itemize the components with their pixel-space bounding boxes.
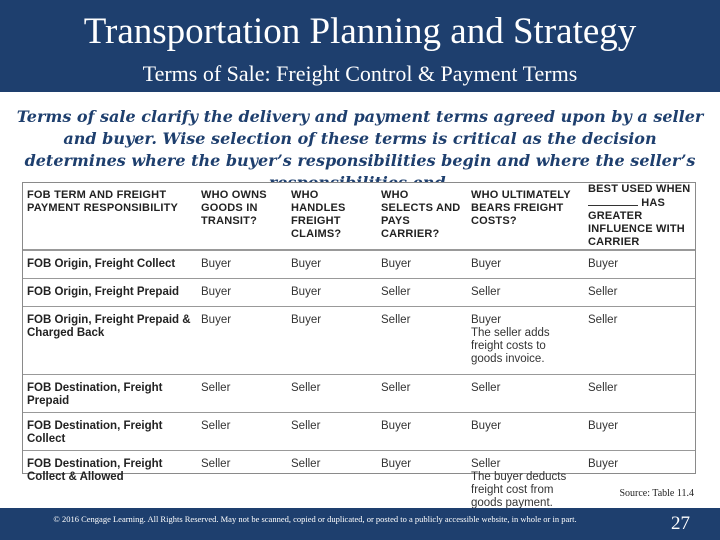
header-selects-carrier: WHO SELECTS AND PAYS CARRIER? <box>381 189 461 240</box>
bears-cell <box>467 306 584 374</box>
best-cell: Buyer <box>588 258 619 270</box>
source-caption: Source: Table 11.4 <box>619 488 694 499</box>
claims-cell: Seller <box>291 381 321 394</box>
bears-value: Seller <box>471 457 501 470</box>
bears-value: Buyer <box>471 419 502 432</box>
fob-term-cell: FOB Destination, Freight Collect & Allowed <box>27 457 163 483</box>
bears-cell <box>467 412 584 450</box>
claims-cell: Buyer <box>291 285 322 298</box>
bears-value: Seller <box>471 381 501 394</box>
selects-cell: Buyer <box>381 419 412 432</box>
claims-cell: Buyer <box>291 313 322 326</box>
bears-value: Buyer <box>471 258 502 270</box>
header-blank-line <box>588 196 638 206</box>
bears-cell <box>467 374 584 412</box>
bears-cell <box>467 250 584 278</box>
bears-note: The buyer deducts freight cost from goods payment. <box>471 470 567 509</box>
owns-cell: Buyer <box>201 258 232 270</box>
selects-cell: Buyer <box>381 258 412 270</box>
best-cell: Buyer <box>588 419 619 432</box>
copyright-notice: © 2016 Cengage Learning. All Rights Reserved. May not be scanned, copied or duplicated, or posted to a publicly accessible website, in whole or in part. <box>53 514 577 524</box>
best-cell: Buyer <box>588 457 619 470</box>
header-handles-claims: WHO HANDLES FREIGHT CLAIMS? <box>291 189 346 240</box>
bears-note: The seller adds freight costs to goods invoice. <box>471 326 550 365</box>
page-number: 27 <box>671 513 690 534</box>
bears-value: Buyer <box>471 313 502 326</box>
header-bears-costs: WHO ULTIMATELY BEARS FREIGHT COSTS? <box>471 189 571 227</box>
table-row <box>23 278 695 306</box>
slide-title: Transportation Planning and Strategy <box>83 11 637 52</box>
table-row <box>23 450 695 514</box>
table-row <box>23 412 695 450</box>
best-cell: Seller <box>588 313 618 326</box>
fob-term-cell: FOB Origin, Freight Collect <box>27 258 176 270</box>
slide-header <box>0 0 720 92</box>
owns-cell: Seller <box>201 457 231 470</box>
bears-cell <box>467 278 584 306</box>
fob-term-cell: FOB Origin, Freight Prepaid & Charged Back <box>27 313 191 339</box>
best-cell: Seller <box>588 285 618 298</box>
fob-term-cell: FOB Origin, Freight Prepaid <box>27 285 180 298</box>
owns-cell: Buyer <box>201 285 232 298</box>
claims-cell: Seller <box>291 419 321 432</box>
header-best-used <box>584 183 695 250</box>
header-best-used-b: HAS GREATER INFLUENCE WITH CARRIER <box>588 197 685 248</box>
bears-value: Seller <box>471 285 501 298</box>
slide-subtitle: Terms of Sale: Freight Control & Payment Terms <box>142 61 578 86</box>
best-cell: Seller <box>588 381 618 394</box>
claims-cell: Seller <box>291 457 321 470</box>
claims-cell: Buyer <box>291 258 322 270</box>
bears-cell <box>467 450 584 514</box>
header-owns-goods: WHO OWNS GOODS IN TRANSIT? <box>201 189 267 227</box>
selects-cell: Seller <box>381 285 411 298</box>
owns-cell: Seller <box>201 381 231 394</box>
selects-cell: Buyer <box>381 457 412 470</box>
owns-cell: Seller <box>201 419 231 432</box>
slide-footer <box>0 508 720 540</box>
fob-term-cell: FOB Destination, Freight Prepaid <box>27 381 163 407</box>
table-row <box>23 250 695 278</box>
selects-cell: Seller <box>381 381 411 394</box>
table-header-row <box>23 183 695 250</box>
fob-terms-table <box>23 183 695 514</box>
table-row <box>23 374 695 412</box>
header-fob-term: FOB TERM AND FREIGHT PAYMENT RESPONSIBILITY <box>27 189 179 214</box>
intro-paragraph: Terms of sale clarify the delivery and payment terms agreed upon by a seller and buyer. Wise selection of these terms is critical as the decision determines where the buyer’s responsibilities begin and where the seller’s <box>16 107 704 170</box>
fob-term-cell: FOB Destination, Freight Collect <box>27 419 163 445</box>
header-best-used-a: BEST USED WHEN <box>588 183 691 195</box>
owns-cell: Buyer <box>201 313 232 326</box>
table-row <box>23 306 695 374</box>
selects-cell: Seller <box>381 313 411 326</box>
